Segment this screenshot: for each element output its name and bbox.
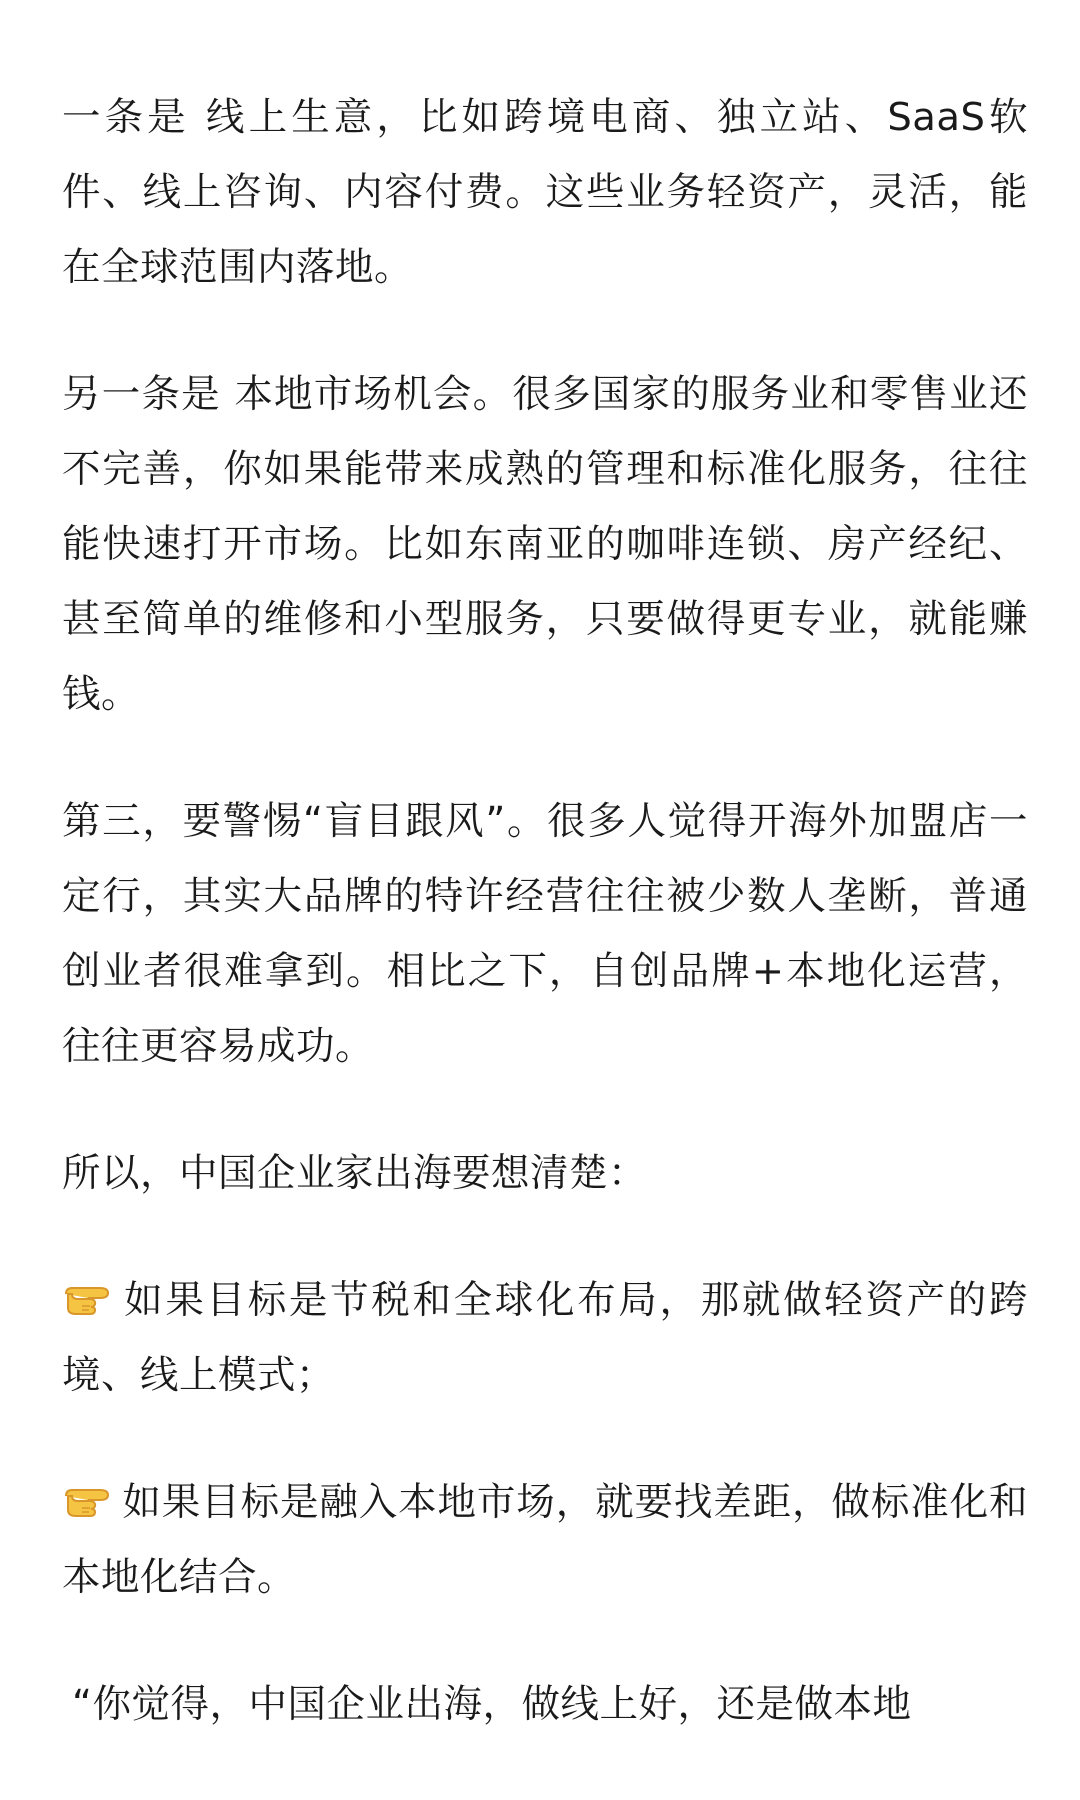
paragraph-beware-following — [62, 784, 1028, 1084]
paragraph-text: 所以，中国企业家出海要想清楚： — [62, 1151, 648, 1196]
pointing-hand-icon — [62, 1282, 112, 1318]
paragraph-online-business — [62, 80, 1028, 305]
article-body — [62, 80, 1028, 1742]
paragraph-local-market — [62, 357, 1028, 732]
bullet-item-local-market — [62, 1465, 1028, 1615]
bullet-item-tax-global — [62, 1263, 1028, 1413]
paragraph-text: 如果目标是节税和全球化布局，那就做轻资产的跨境、线上模式； — [62, 1278, 1028, 1398]
paragraph-text: 另一条是 本地市场机会。很多国家的服务业和零售业还不完善，你如果能带来成熟的管理和标准化服务，往往能快速打开市场。比如东南亚的咖啡连锁、房产经纪、甚至简单的维修和小型服务，只要做得更专业，就能赚钱。 — [62, 372, 1028, 717]
paragraph-text: 第三，要警惕“盲目跟风”。很多人觉得开海外加盟店一定行，其实大品牌的特许经营往往被少数人垄断，普通创业者很难拿到。相比之下，自创品牌+本地化运营，往往更容易成功。 — [62, 799, 1028, 1069]
paragraph-text: “你觉得，中国企业出海，做线上好，还是做本地 — [72, 1682, 912, 1727]
paragraph-conclusion-intro — [62, 1136, 1028, 1211]
paragraph-text: 一条是 线上生意，比如跨境电商、独立站、SaaS软件、线上咨询、内容付费。这些业务轻资产，灵活，能在全球范围内落地。 — [62, 95, 1028, 290]
paragraph-text: 如果目标是融入本地市场，就要找差距，做标准化和本地化结合。 — [62, 1480, 1028, 1600]
paragraph-question — [62, 1667, 1028, 1742]
pointing-hand-icon — [62, 1484, 112, 1520]
